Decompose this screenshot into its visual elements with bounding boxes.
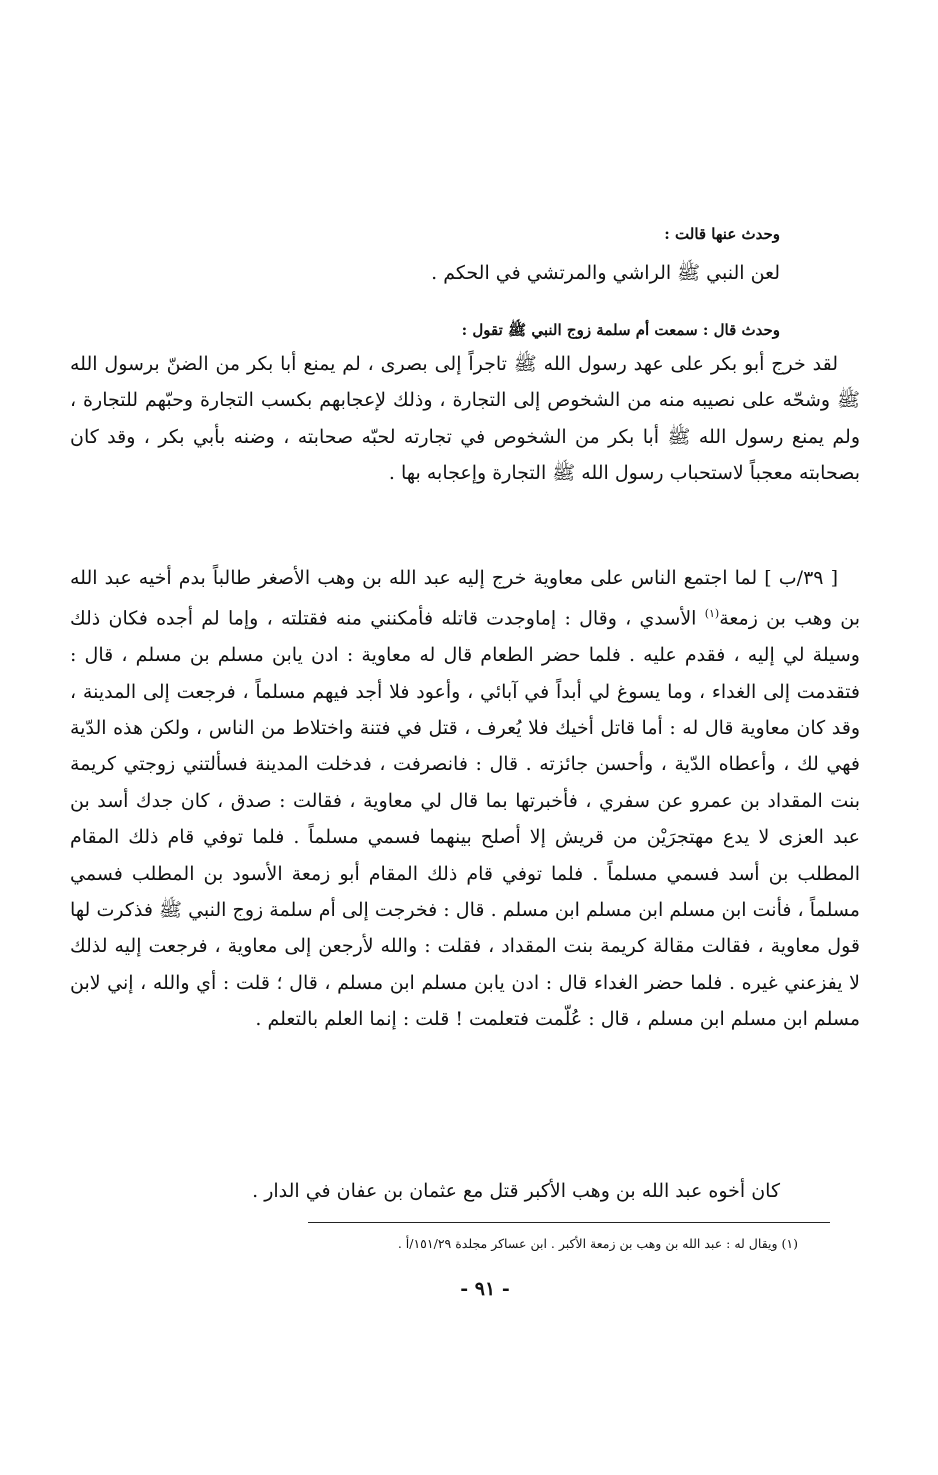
footnote-divider xyxy=(308,1222,830,1223)
footnote-text: (١) ويقال له : عبد الله بن وهب بن زمعة الأكبر . ابن عساكر مجلدة ١٥١/٢٩/أ . xyxy=(397,1236,798,1251)
paragraph-muawiya xyxy=(70,560,860,1038)
narration-intro-2: وحدث قال : سمعت أم سلمة زوج النبي ﷺ تقول : xyxy=(461,321,780,339)
paragraph-abu-bakr-text: لقد خرج أبو بكر على عهد رسول الله ﷺ تاجراً إلى بصرى ، لم يمنع أبا بكر من الضنّ برسول الله ﷺ وشحّه على نصيبه منه من الشخوص إلى التجارة ، وذلك لإعجابهم بكسب التجارة وحبّهم للتجارة ، ولم يمنع رسول الله ﷺ أبا بكر من الشخوص في تجارته لحبّه صحابته ، وضنه بأبي بكر ، وقد كان بصحابته معجباً لاستحباب رسول الله ﷺ التجارة وإعجابه بها . xyxy=(70,353,860,485)
paragraph-abu-bakr xyxy=(70,346,860,492)
footnote-reference[interactable]: (١) xyxy=(704,607,720,621)
closing-sentence: كان أخوه عبد الله بن وهب الأكبر قتل مع عثمان بن عفان في الدار . xyxy=(252,1180,780,1202)
page-number: - ٩١ - xyxy=(460,1278,510,1300)
paragraph-muawiya-text xyxy=(70,560,860,1038)
paragraph-muawiya-part-1: [ ٣٩/ب ] لما اجتمع الناس على معاوية خرج إليه عبد الله بن وهب الأصغر طالباً بدم أخيه عبد الله بن وهب بن زمعة xyxy=(70,567,860,630)
narration-intro-1: وحدث عنها قالت : xyxy=(664,225,780,243)
paragraph-muawiya-part-2: الأسدي ، وقال : إماوجدت قاتله فأمكنني منه فقتلته ، وإما لم أجده فكان ذلك وسيلة لي إليه ، فقدم عليه . فلما حضر الطعام قال له معاوية : ادن يابن مسلم بن مسلم ، قال : فتقدمت إلى الغداء ، وما يسوغ لي أبداً في آبائي ، وأعود فلا أجد فيهم مسلماً ، فرجعت إلى المدينة ، وقد كان معاوية قال له : أما قاتل أخيك فلا يُعرف ، قتل في فتنة واختلاط من الناس ، ولكن هذه الدّية فهي لك ، وأعطاه الدّية ، وأحسن جائزته . قال : فانصرفت ، فدخلت المدينة فسألتني زوجتي كريمة بنت المقداد بن عمرو عن سفري ، فأخبرتها بما قال لي معاوية ، فقالت : صدق ، كان جدك أسد بن عبد العزى لا يدع مهتجرَيْن من قريش إلا أصلح بينهما فسمي مسلماً . فلما توفي قام ذلك المقام المطلب بن أسد فسمي مسلماً . فلما توفي قام ذلك المقام أبو زمعة الأسود بن المطلب فسمي مسلماً ، فأنت ابن مسلم ابن مسلم ابن مسلم . قال : فخرجت إلى أم سلمة زوج النبي ﷺ فذكرت لها قول معاوية ، فقالت مقالة كريمة بنت المقداد ، فقلت : والله لأرجعن إلى معاوية ، فرجعت إليه لذلك لا يفزعني غيره . فلما حضر الغداء قال : ادن يابن مسلم ابن مسلم ، قال ؛ قلت : أي والله ، إني لابن مسلم ابن مسلم ابن مسلم ، قال : عُلّمت فتعلمت ! قلت : إنما العلم بالتعلم . xyxy=(70,607,860,1031)
hadith-quote: لعن النبي ﷺ الراشي والمرتشي في الحكم . xyxy=(431,262,780,284)
